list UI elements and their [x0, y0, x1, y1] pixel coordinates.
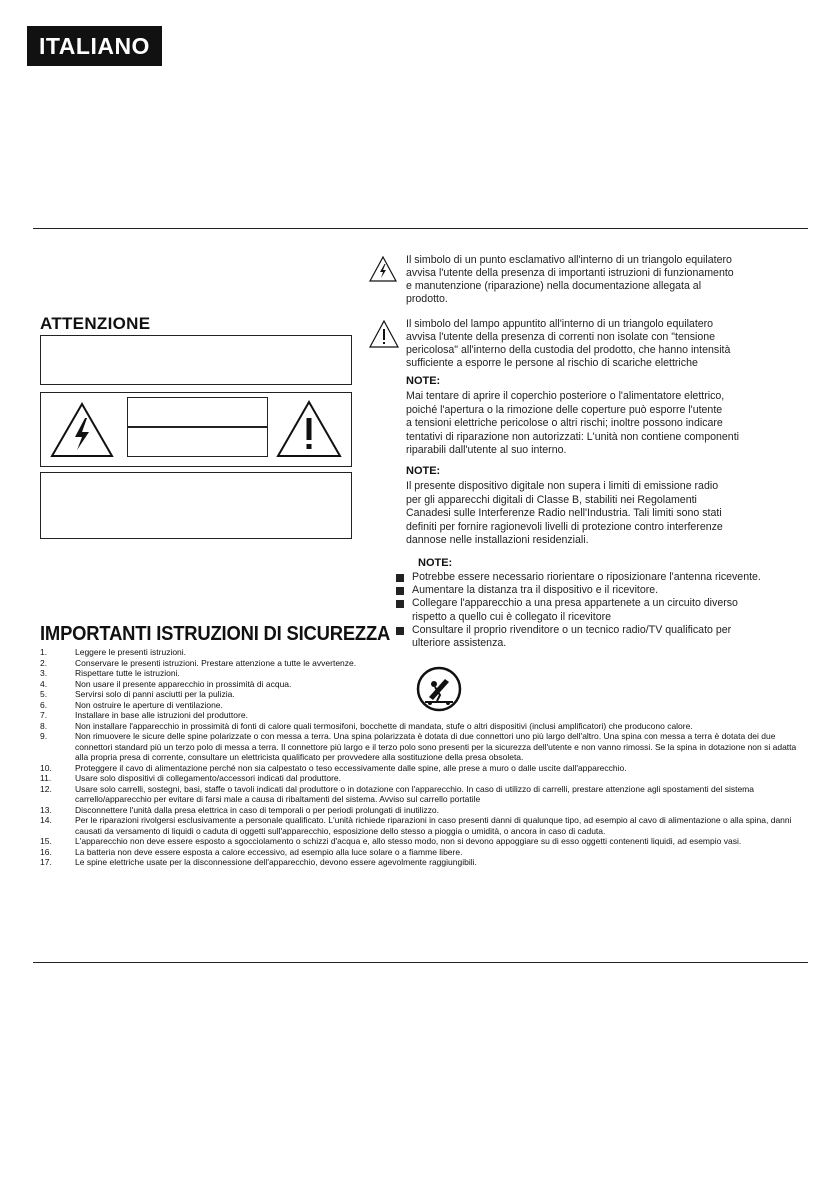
list-item: Consultare il proprio rivenditore o un tecnico radio/TV qualificato per — [396, 624, 761, 637]
exclamation-warning-icon — [276, 400, 342, 458]
attention-top-box — [40, 335, 352, 385]
safety-title: IMPORTANTI ISTRUZIONI DI SICUREZZA — [40, 623, 391, 645]
attention-bottom-box — [40, 472, 352, 539]
list-item: 7. Installare in base alle istruzioni del produttore. — [40, 710, 248, 720]
list-item: 5. Servirsi solo di panni asciutti per la pulizia. — [40, 689, 235, 699]
exclamation-symbol-description: Il simbolo di un punto esclamativo all'interno di un triangolo equilatero avvisa l'utente della presenza di importanti istruzioni di funzionamento e manutenzione (riparazione) nella documentazione allegata al prodotto. — [406, 254, 734, 305]
list-item: Aumentare la distanza tra il dispositivo e il ricevitore. — [396, 584, 761, 597]
small-exclamation-warning-icon — [369, 320, 399, 348]
list-item: 14. Per le riparazioni rivolgersi esclusivamente a personale qualificato. L'unità richiede riparazioni in caso presenti danni di qualunque tipo, ad esempio al cavo di alimentazione o alla spina, danni causati da versamento di liquidi o caduta di oggetti sull'apparecchio, esposizione dello stesso a pioggia o umidità, o ancora in caso di caduta. — [40, 815, 792, 836]
list-item: 12. Usare solo carrelli, sostegni, basi, staffe o tavoli indicati dal produttore o in dotazione con l'apparecchio. In caso di utilizzo di carrelli, prestare attenzione agli spostamenti del sistema carrello/apparecchio per evitare di farsi male a causa di ribaltamenti del sistema. Avviso sul carrello portatile — [40, 783, 754, 804]
bullet-square-icon — [396, 574, 404, 582]
bullet-square-icon — [396, 627, 404, 635]
note-3-label: NOTE: — [418, 557, 453, 569]
list-item: 6. Non ostruire le aperture di ventilazione. — [40, 699, 223, 710]
list-item: 13. Disconnettere l'unità dalla presa elettrica in caso di temporali o per periodi prolungati di inutilizzo. — [40, 804, 440, 815]
list-item: 11. Usare solo dispositivi di collegamento/accessori indicati dal produttore. — [40, 773, 341, 783]
list-item-continuation: rispetto a quello cui è collegato il ricevitore — [412, 610, 612, 623]
lightning-symbol-description: Il simbolo del lampo appuntito all'interno di un triangolo equilatero avvisa l'utente della presenza di correnti non isolate con "tensione pericolosa" all'interno della custodia del prodotto, che hanno intensità sufficiente a esporre le persone al rischio di scariche elettriche — [406, 318, 731, 369]
list-item: Collegare l'apparecchio a una presa appartenete a un circuito diverso — [396, 597, 761, 610]
list-item: 4. Non usare il presente apparecchio in prossimità di acqua. — [40, 678, 292, 689]
attention-inner-box-upper — [127, 397, 268, 427]
language-badge: ITALIANO — [27, 26, 162, 66]
list-item: 8. Non installare l'apparecchio in prossimità di fonti di calore quali termosifoni, bocchette di mandata, stufe o altri dispositivi (inclusi amplificatori) che producono calore. — [40, 720, 693, 731]
bullet-square-icon — [396, 587, 404, 595]
list-item: 9. Non rimuovere le sicure delle spine polarizzate o con messa a terra. Una spina polarizzata è dotata di due connettori uno più largo dell'altro. Una spina con messa a terra è dotata dei due connettori standard più un terzo polo di messa a terra. Il connettore più largo e il terzo polo sono presenti per la sicurezza dell'utente e non vanno rimossi. Se la spina in dotazione non si adatta alla propria presa di corrente, consultare un elettricista qualificato per provvedere alla sostituzione della presa obsoleta. — [40, 731, 797, 762]
note-1-body: Mai tentare di aprire il coperchio posteriore o l'alimentatore elettrico, poiché l'apertura o la rimozione delle coperture può esporre l'utente a tensioni elettriche pericolose o altri rischi; inoltre possono indicare tentativi di riparazione non autorizzati: L'unità non contiene componenti riparabili dall'utente al suo interno. — [406, 390, 739, 457]
list-item: 2. Conservare le presenti istruzioni. Prestare attenzione a tutte le avvertenze. — [40, 657, 357, 668]
attention-title: ATTENZIONE — [40, 314, 151, 333]
attention-inner-box-lower — [127, 427, 268, 457]
note-2-body: Il presente dispositivo digitale non supera i limiti di emissione radio per gli apparecchi digitali di Classe B, stabiliti nei Regolamenti Canadesi sulle Interferenze Radio nell'Industria. Tali limiti sono stati definiti per fornire ragionevoli livelli di protezione contro interferenze dannose nelle installazioni residenziali. — [406, 480, 723, 547]
note-2-label: NOTE: — [406, 465, 441, 477]
bottom-divider — [33, 962, 808, 963]
list-item: Potrebbe essere necessario riorientare o riposizionare l'antenna ricevente. — [396, 571, 761, 584]
small-lightning-warning-icon — [369, 256, 397, 282]
list-item: 10. Proteggere il cavo di alimentazione perché non sia calpestato o teso eccessivamente dalle spine, alle prese a muro o dalle uscite dall'apparecchio. — [40, 762, 627, 773]
list-item: 1. Leggere le presenti istruzioni. — [40, 647, 187, 657]
note-1-label: NOTE: — [406, 375, 441, 387]
top-divider — [33, 228, 808, 229]
list-item: 16. La batteria non deve essere esposta a calore eccessivo, ad esempio alla luce solare o a fiamme libere. — [40, 846, 463, 857]
list-item: 15. L'apparecchio non deve essere esposto a sgocciolamento o schizzi d'acqua e, allo stesso modo, non si devono appoggiare su di esso oggetti contenenti liquidi, ad esempio vasi. — [40, 836, 742, 846]
list-item: 17. Le spine elettriche usate per la disconnessione dell'apparecchio, devono essere agevolmente raggiungibili. — [40, 857, 477, 867]
list-item: 3. Rispettare tutte le istruzioni. — [40, 668, 180, 678]
safety-instructions-list — [40, 647, 800, 868]
list-item-continuation: ulteriore assistenza. — [412, 637, 507, 650]
bullet-square-icon — [396, 600, 404, 608]
note-3-bullet-list — [396, 571, 761, 650]
lightning-warning-icon — [50, 402, 114, 458]
